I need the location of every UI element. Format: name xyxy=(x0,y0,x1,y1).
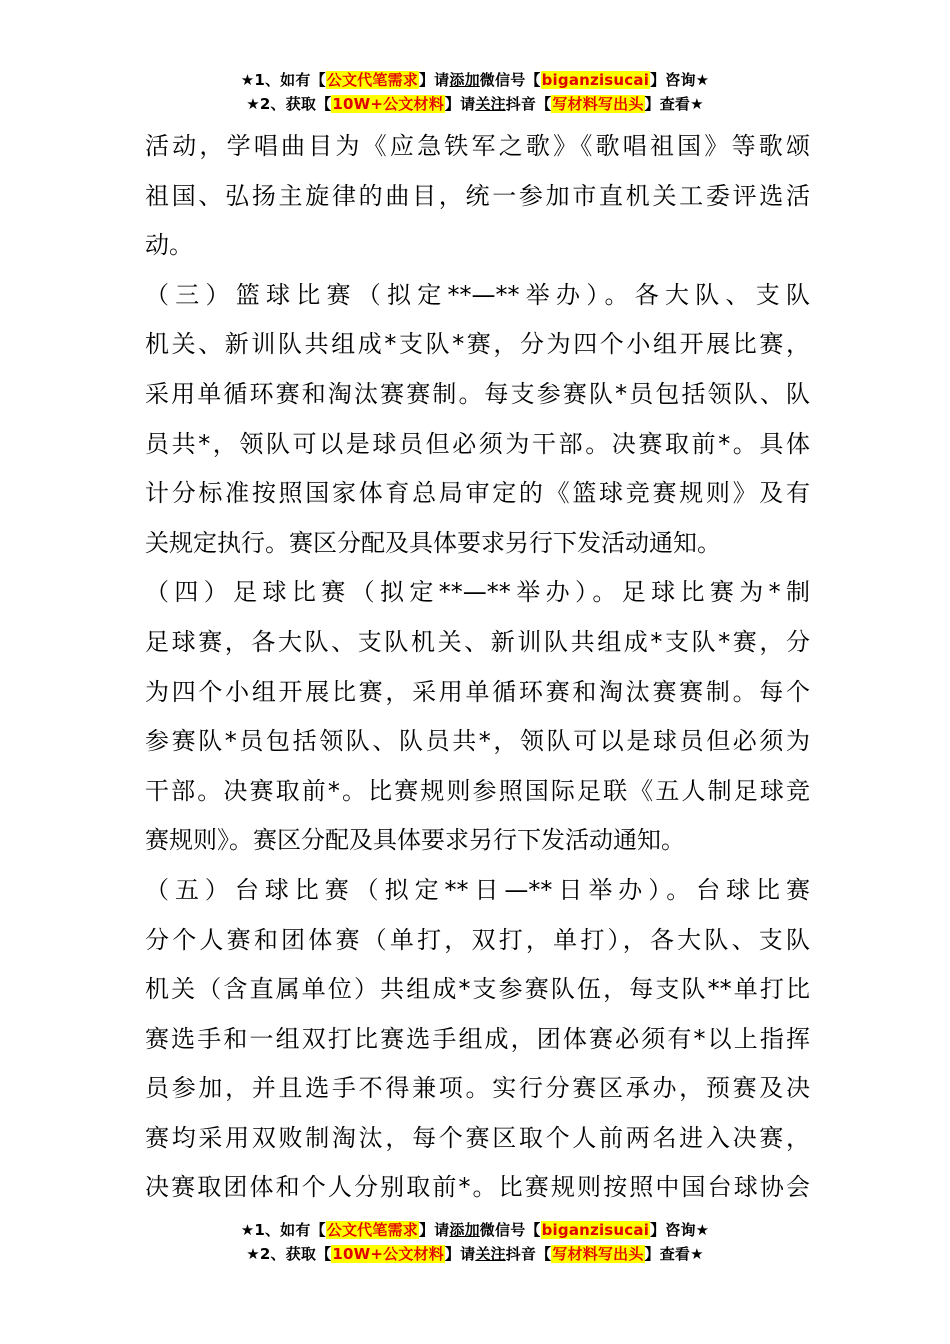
text-line: 计分标准按照国家体育总局审定的《篮球竞赛规则》及有 xyxy=(145,479,810,508)
text-line: 员参加，并且选手不得兼项。实行分赛区承办，预赛及决 xyxy=(145,1074,810,1103)
banner-text: 抖音【 xyxy=(505,95,552,113)
banner-text: 】咨询★ xyxy=(650,71,710,89)
text-line: 机关、新训队共组成*支队*赛，分为四个小组开展比赛， xyxy=(145,330,810,359)
text-line: 关规定执行。赛区分配及具体要求另行下发活动通知。 xyxy=(145,528,721,557)
text-line: 决赛取团体和个人分别取前*。比赛规则按照中国台球协会 xyxy=(145,1173,810,1202)
text-line: 活动，学唱曲目为《应急铁军之歌》《歌唱祖国》等歌颂 xyxy=(145,132,810,160)
text-line: 赛选手和一组双打比赛选手组成，团体赛必须有*以上指挥 xyxy=(145,1024,810,1053)
banner-text: 抖音【 xyxy=(505,1245,552,1263)
banner-text: 微信号【 xyxy=(479,1221,541,1239)
banner-underline-text: 关注 xyxy=(475,1245,506,1263)
banner-underline-text: 关注 xyxy=(475,95,506,113)
banner-text: 】请 xyxy=(418,71,450,89)
banner-text: 】查看★ xyxy=(644,95,704,113)
text-line: 动。 xyxy=(145,231,193,260)
banner-text: 】咨询★ xyxy=(650,1221,710,1239)
banner-highlight: 公文代笔需求 xyxy=(326,1221,418,1239)
banner-text: ★1、如有【 xyxy=(240,71,326,89)
header-banner xyxy=(0,68,950,116)
banner-text: 】请 xyxy=(444,1245,476,1263)
banner-text: ★2、获取【 xyxy=(246,95,332,113)
text-line: 足球赛，各大队、支队机关、新训队共组成*支队*赛，分 xyxy=(145,627,810,656)
footer-banner xyxy=(0,1218,950,1266)
banner-line-1 xyxy=(0,1218,950,1242)
banner-underline-text: 添加 xyxy=(449,71,480,89)
text-line: 机关（含直属单位）共组成*支参赛队伍，每支队**单打比 xyxy=(145,975,810,1004)
banner-text: 】请 xyxy=(444,95,476,113)
banner-underline-text: 添加 xyxy=(449,1221,480,1239)
banner-highlight: 10W+公文材料 xyxy=(332,95,444,113)
banner-wechat-id: biganzisucai xyxy=(541,1221,650,1239)
banner-douyin-name: 写材料写出头 xyxy=(552,1245,644,1263)
text-line: 分个人赛和团体赛（单打，双打，单打），各大队、支队 xyxy=(145,925,810,954)
text-line: 赛均采用双败制淘汰，每个赛区取个人前两名进入决赛， xyxy=(145,1123,810,1152)
text-line: （四）足球比赛（拟定**—**举办）。足球比赛为*制 xyxy=(145,578,810,607)
banner-highlight: 10W+公文材料 xyxy=(332,1245,444,1263)
banner-text: 】查看★ xyxy=(644,1245,704,1263)
banner-text: 】请 xyxy=(418,1221,450,1239)
text-line: （五）台球比赛（拟定**日—**日举办）。台球比赛 xyxy=(145,875,810,904)
banner-text: ★2、获取【 xyxy=(246,1245,332,1263)
text-line: 祖国、弘扬主旋律的曲目，统一参加市直机关工委评选活 xyxy=(145,181,810,210)
text-line: 赛规则》。赛区分配及具体要求另行下发活动通知。 xyxy=(145,826,685,855)
text-line: 干部。决赛取前*。比赛规则参照国际足联《五人制足球竞 xyxy=(145,776,810,805)
document-body xyxy=(145,122,810,1213)
banner-line-2 xyxy=(0,92,950,116)
text-line: 为四个小组开展比赛，采用单循环赛和淘汰赛赛制。每个 xyxy=(145,677,810,706)
banner-highlight: 公文代笔需求 xyxy=(326,71,418,89)
text-line: 员共*，领队可以是球员但必须为干部。决赛取前*。具体 xyxy=(145,429,810,458)
banner-text: ★1、如有【 xyxy=(240,1221,326,1239)
banner-line-1 xyxy=(0,68,950,92)
text-line: 采用单循环赛和淘汰赛赛制。每支参赛队*员包括领队、队 xyxy=(145,379,810,408)
banner-line-2 xyxy=(0,1242,950,1266)
banner-wechat-id: biganzisucai xyxy=(541,71,650,89)
text-line: （三）篮球比赛（拟定**—**举办）。各大队、支队 xyxy=(145,280,810,309)
text-line: 参赛队*员包括领队、队员共*，领队可以是球员但必须为 xyxy=(145,727,810,756)
banner-douyin-name: 写材料写出头 xyxy=(552,95,644,113)
banner-text: 微信号【 xyxy=(479,71,541,89)
